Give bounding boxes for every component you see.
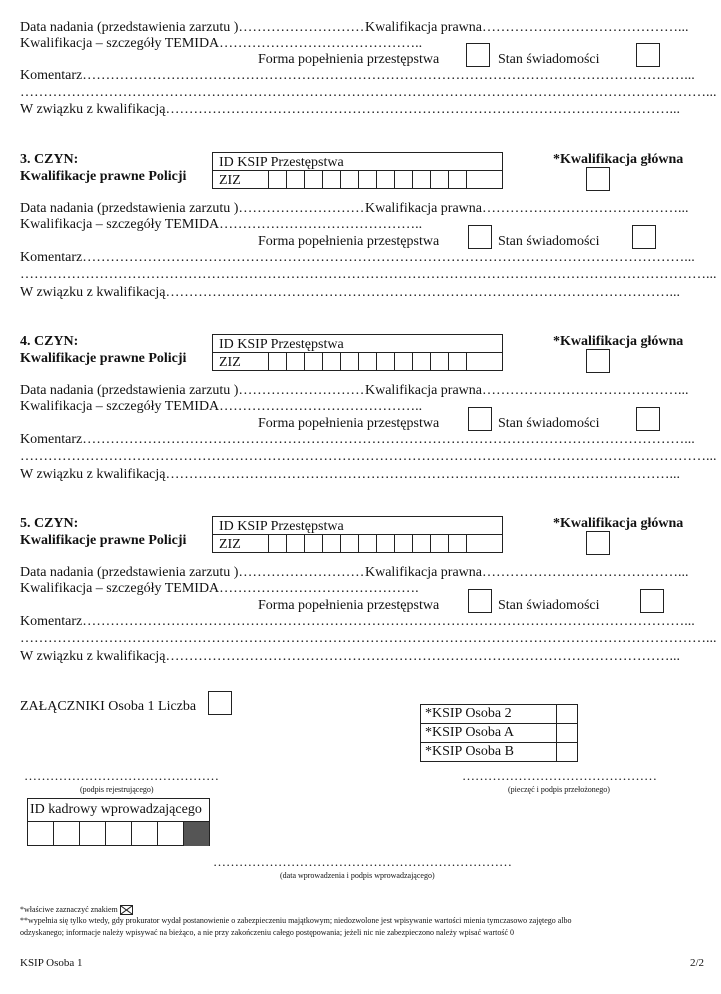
forma-label: Forma popełnienia przestępstwa xyxy=(258,234,440,249)
ziz-cell[interactable] xyxy=(377,171,395,189)
ksip-id-label: ID KSIP Przestępstwa xyxy=(219,155,344,170)
id-kadrowy-cell[interactable] xyxy=(132,822,158,846)
top-dots-line: …………………………………………………………………………………………………………………………………... xyxy=(20,85,717,100)
czyn-heading: 4. CZYN: xyxy=(20,334,79,349)
ziz-row xyxy=(213,352,502,371)
table-row xyxy=(421,724,578,743)
kwalifikacja-prawna: Kwalifikacja prawna……………………………………... xyxy=(365,383,689,398)
table-row xyxy=(421,705,578,724)
ziz-cell[interactable] xyxy=(359,535,377,553)
ziz-row xyxy=(213,534,502,553)
stan-label: Stan świadomości xyxy=(498,234,600,249)
ziz-cell[interactable] xyxy=(269,353,287,371)
top-komentarz: Komentarz…………………………………………………………………………………………………………………... xyxy=(20,68,695,83)
ziz-cell[interactable] xyxy=(323,535,341,553)
ziz-cell[interactable] xyxy=(323,171,341,189)
ksip-osoba-a-checkbox[interactable] xyxy=(557,724,578,743)
top-stan-checkbox[interactable] xyxy=(636,43,660,67)
ziz-cell[interactable] xyxy=(341,535,359,553)
id-kadrowy-box xyxy=(27,798,210,846)
ziz-row xyxy=(213,170,502,189)
sign-caption-right: (pieczęć i podpis przełożonego) xyxy=(508,785,610,794)
kwalifikacja-prawna: Kwalifikacja prawna……………………………………... xyxy=(365,565,689,580)
ziz-cell[interactable] xyxy=(287,353,305,371)
ziz-cell[interactable] xyxy=(287,171,305,189)
top-forma-checkbox[interactable] xyxy=(466,43,490,67)
sign-dots-left: ……………………………………… xyxy=(24,768,219,783)
czyn-heading: 5. CZYN: xyxy=(20,516,79,531)
ziz-cell[interactable] xyxy=(467,171,485,189)
ziz-label xyxy=(213,353,269,371)
kwalifikacja-glowna-label: *Kwalifikacja główna xyxy=(553,334,684,349)
ziz-cell[interactable] xyxy=(431,353,449,371)
ksip-osoba-2-label: *KSIP Osoba 2 xyxy=(421,705,557,724)
data-nadania: Data nadania (przedstawienia zarzutu )……………………… xyxy=(20,565,365,580)
top-data-nadania: Data nadania (przedstawienia zarzutu )……………………… xyxy=(20,20,365,35)
forma-label: Forma popełnienia przestępstwa xyxy=(258,416,440,431)
ziz-cell[interactable] xyxy=(449,535,467,553)
id-kadrowy-cell[interactable] xyxy=(28,822,54,846)
ziz-cell[interactable] xyxy=(449,171,467,189)
footnote-2b: odzyskanego; informacje należy wpisywać na bieżąco, a nie przy zakończeniu całego postępowania; jeżeli nic nie zabezpieczono należy wpisać wartość 0 xyxy=(20,928,514,937)
ziz-cell[interactable] xyxy=(341,353,359,371)
id-kadrowy-cell[interactable] xyxy=(158,822,184,846)
footer-left: KSIP Osoba 1 xyxy=(20,957,83,969)
ziz-cell[interactable] xyxy=(359,171,377,189)
stan-checkbox[interactable] xyxy=(640,589,664,613)
top-stan-label: Stan świadomości xyxy=(498,52,600,67)
zalaczniki-label: ZAŁĄCZNIKI Osoba 1 Liczba xyxy=(20,699,197,714)
id-kadrowy-cell[interactable] xyxy=(106,822,132,846)
kwalifikacja-glowna-label: *Kwalifikacja główna xyxy=(553,516,684,531)
dots-line: …………………………………………………………………………………………………………………………………... xyxy=(20,631,717,646)
temida: Kwalifikacja – szczegóły TEMIDA……………………………………. xyxy=(20,581,419,596)
komentarz: Komentarz…………………………………………………………………………………………………………………... xyxy=(20,432,695,447)
id-kadrowy-label: ID kadrowy wprowadzającego xyxy=(30,802,202,817)
stan-label: Stan świadomości xyxy=(498,598,600,613)
ziz-text: ZIZ xyxy=(219,355,241,370)
data-nadania: Data nadania (przedstawienia zarzutu )……………………… xyxy=(20,201,365,216)
sign-dots-right: ……………………………………… xyxy=(462,768,657,783)
ziz-cell[interactable] xyxy=(359,353,377,371)
komentarz: Komentarz…………………………………………………………………………………………………………………... xyxy=(20,250,695,265)
id-kadrowy-cell[interactable] xyxy=(80,822,106,846)
forma-label: Forma popełnienia przestępstwa xyxy=(258,598,440,613)
ziz-cell[interactable] xyxy=(467,535,485,553)
zalaczniki-checkbox[interactable] xyxy=(208,691,232,715)
ksip-id-label: ID KSIP Przestępstwa xyxy=(219,519,344,534)
ksip-id-label: ID KSIP Przestępstwa xyxy=(219,337,344,352)
temida: Kwalifikacja – szczegóły TEMIDA…………………………………….. xyxy=(20,217,423,232)
ksip-osoba-b-checkbox[interactable] xyxy=(557,743,578,762)
x-box-icon xyxy=(120,905,133,915)
ziz-cell[interactable] xyxy=(413,535,431,553)
page-number: 2/2 xyxy=(690,957,705,969)
ziz-cell[interactable] xyxy=(395,171,413,189)
forma-checkbox[interactable] xyxy=(468,589,492,613)
czyn-subheading: Kwalifikacje prawne Policji xyxy=(20,351,187,366)
stan-checkbox[interactable] xyxy=(636,407,660,431)
footnote-1-text: *właściwe zaznaczyć znakiem xyxy=(20,904,118,914)
dots-line: …………………………………………………………………………………………………………………………………... xyxy=(20,267,717,282)
ziz-cell[interactable] xyxy=(305,171,323,189)
kwalifikacja-glowna-checkbox[interactable] xyxy=(586,531,610,555)
ziz-cell[interactable] xyxy=(431,535,449,553)
data-nadania: Data nadania (przedstawienia zarzutu )……………………… xyxy=(20,383,365,398)
forma-checkbox[interactable] xyxy=(468,407,492,431)
zwiazek: W związku z kwalifikacją………………………………………………………………………………………………... xyxy=(20,467,681,482)
ksip-persons-table xyxy=(420,704,578,762)
ziz-cell[interactable] xyxy=(377,535,395,553)
ziz-cell[interactable] xyxy=(467,353,485,371)
id-kadrowy-cells xyxy=(28,821,209,846)
ziz-text: ZIZ xyxy=(219,537,241,552)
czyn-heading: 3. CZYN: xyxy=(20,152,79,167)
top-kwalifikacja-prawna: Kwalifikacja prawna……………………………………... xyxy=(365,20,689,35)
czyn-subheading: Kwalifikacje prawne Policji xyxy=(20,533,187,548)
ksip-osoba-2-checkbox[interactable] xyxy=(557,705,578,724)
ksip-id-box xyxy=(212,516,503,553)
temida: Kwalifikacja – szczegóły TEMIDA…………………………………….. xyxy=(20,399,423,414)
zwiazek: W związku z kwalifikacją………………………………………………………………………………………………... xyxy=(20,285,681,300)
ziz-cell[interactable] xyxy=(305,535,323,553)
kwalifikacja-glowna-checkbox[interactable] xyxy=(586,167,610,191)
top-temida: Kwalifikacja – szczegóły TEMIDA…………………………………….. xyxy=(20,36,423,51)
kwalifikacja-glowna-label: *Kwalifikacja główna xyxy=(553,152,684,167)
kwalifikacja-glowna-checkbox[interactable] xyxy=(586,349,610,373)
ksip-id-box xyxy=(212,152,503,189)
top-forma-label: Forma popełnienia przestępstwa xyxy=(258,52,440,67)
footnote-1 xyxy=(20,905,133,915)
ziz-label xyxy=(213,535,269,553)
ksip-id-box xyxy=(212,334,503,371)
ziz-cell[interactable] xyxy=(341,171,359,189)
sign-dots-center: …………………………………………………………… xyxy=(213,854,512,869)
dots-line: …………………………………………………………………………………………………………………………………... xyxy=(20,449,717,464)
ziz-text: ZIZ xyxy=(219,173,241,188)
ziz-cell[interactable] xyxy=(413,353,431,371)
top-zwiazek: W związku z kwalifikacją………………………………………………………………………………………………... xyxy=(20,102,681,117)
id-kadrowy-cell[interactable] xyxy=(54,822,80,846)
ksip-osoba-b-label: *KSIP Osoba B xyxy=(421,743,557,762)
ziz-cell[interactable] xyxy=(305,353,323,371)
ziz-cell[interactable] xyxy=(269,535,287,553)
ziz-cell[interactable] xyxy=(395,535,413,553)
ksip-osoba-a-label: *KSIP Osoba A xyxy=(421,724,557,743)
ziz-cell[interactable] xyxy=(413,171,431,189)
forma-checkbox[interactable] xyxy=(468,225,492,249)
ziz-cell[interactable] xyxy=(449,353,467,371)
ziz-cell[interactable] xyxy=(287,535,305,553)
id-kadrowy-cell-shaded xyxy=(184,822,209,846)
sign-caption-center: (data wprowadzenia i podpis wprowadzającego) xyxy=(280,871,435,880)
ziz-label xyxy=(213,171,269,189)
ziz-cell[interactable] xyxy=(323,353,341,371)
footnote-2a: **wypełnia się tylko wtedy, gdy prokurator wydał postanowienie o zabezpieczeniu majątkowym; niedozwolone jest wpisywanie wartości mienia tymczasowo zajętego albo xyxy=(20,916,572,925)
ziz-cell[interactable] xyxy=(395,353,413,371)
ziz-cell[interactable] xyxy=(431,171,449,189)
stan-label: Stan świadomości xyxy=(498,416,600,431)
czyn-subheading: Kwalifikacje prawne Policji xyxy=(20,169,187,184)
table-row xyxy=(421,743,578,762)
ziz-cell[interactable] xyxy=(269,171,287,189)
sign-caption-left: (podpis rejestrującego) xyxy=(80,785,154,794)
komentarz: Komentarz…………………………………………………………………………………………………………………... xyxy=(20,614,695,629)
stan-checkbox[interactable] xyxy=(632,225,656,249)
zwiazek: W związku z kwalifikacją………………………………………………………………………………………………... xyxy=(20,649,681,664)
kwalifikacja-prawna: Kwalifikacja prawna……………………………………... xyxy=(365,201,689,216)
ziz-cell[interactable] xyxy=(377,353,395,371)
